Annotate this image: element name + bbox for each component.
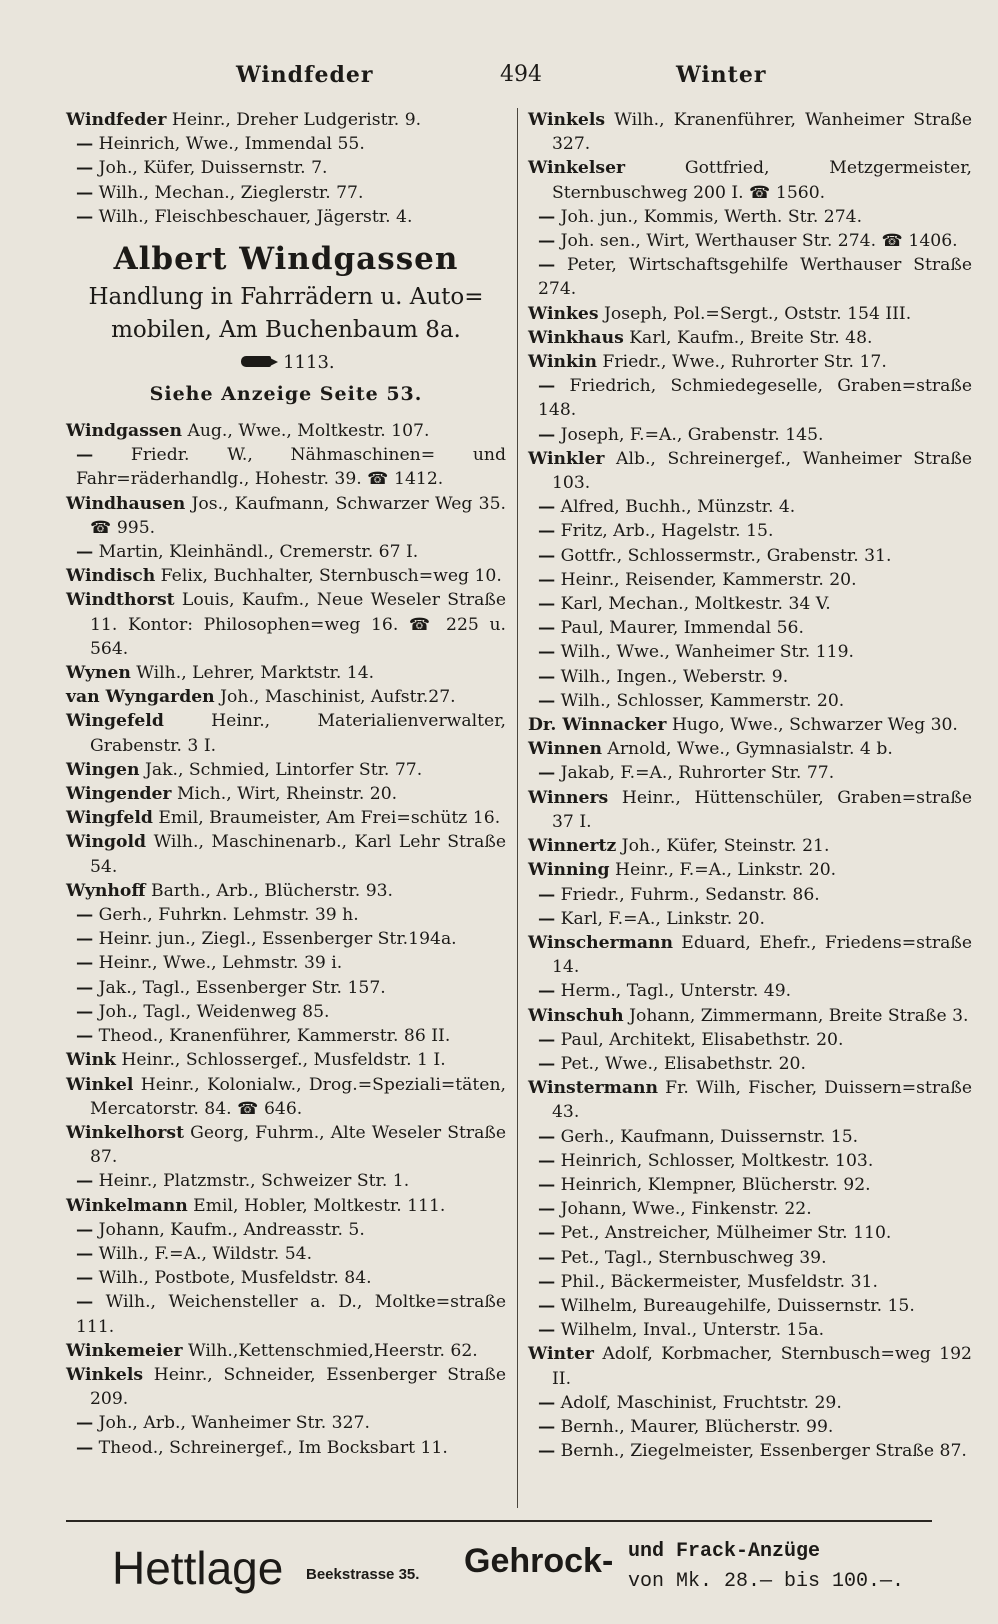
entry-details: Wilh., Wwe., Wanheimer Str. 119. xyxy=(555,642,854,663)
directory-entry xyxy=(66,1121,506,1169)
directory-entry xyxy=(528,689,972,713)
entry-surname: Wingender xyxy=(66,784,172,805)
entry-surname: — xyxy=(538,884,556,905)
ad-phone xyxy=(66,347,506,379)
entry-details: Jos., Kaufmann, Schwarzer Weg 35. ☎ 995. xyxy=(90,493,506,538)
entry-details: Wilh., Schlosser, Kammerstr. 20. xyxy=(555,690,845,711)
entry-details: Pet., Anstreicher, Mülheimer Str. 110. xyxy=(555,1223,892,1244)
directory-entry xyxy=(528,834,972,858)
entry-details: Hugo, Wwe., Schwarzer Weg 30. xyxy=(666,715,958,736)
entry-details: Joh., Küfer, Duissernstr. 7. xyxy=(93,158,328,179)
directory-entry xyxy=(528,544,972,568)
column-divider xyxy=(517,108,518,1508)
entry-details: Johann, Kaufm., Andreasstr. 5. xyxy=(93,1219,365,1240)
entry-surname: — xyxy=(538,255,556,276)
directory-entry xyxy=(66,1436,506,1460)
entry-surname: — xyxy=(538,231,556,252)
entry-details: Emil, Hobler, Moltkestr. 111. xyxy=(187,1195,446,1216)
entry-surname: — xyxy=(538,545,556,566)
entry-details: Karl, Mechan., Moltkestr. 34 V. xyxy=(555,594,831,615)
entry-surname: Winkes xyxy=(528,303,599,324)
left-column xyxy=(66,108,506,1460)
entry-details: Wilh., Fleischbeschauer, Jägerstr. 4. xyxy=(93,206,413,227)
directory-entry xyxy=(66,830,506,878)
directory-entry xyxy=(66,1048,506,1072)
telephone-icon xyxy=(241,356,271,367)
entry-surname: van Wyngarden xyxy=(66,687,215,708)
entry-details: Jakab, F.=A., Ruhrorter Str. 77. xyxy=(555,763,835,784)
entry-surname: — xyxy=(538,376,556,397)
directory-entry xyxy=(528,374,972,422)
entry-surname: Dr. Winnacker xyxy=(528,715,667,736)
entry-details: Herm., Tagl., Unterstr. 49. xyxy=(555,981,792,1002)
entry-details: Emil, Braumeister, Am Frei=schütz 16. xyxy=(152,808,501,829)
entry-surname: — xyxy=(538,690,556,711)
entry-surname: Wingen xyxy=(66,759,140,780)
directory-entry xyxy=(528,1028,972,1052)
directory-entry xyxy=(66,1194,506,1218)
entry-surname: — xyxy=(538,1247,556,1268)
directory-entry xyxy=(528,350,972,374)
entry-details: Phil., Bäckermeister, Musfeldstr. 31. xyxy=(555,1271,878,1292)
entry-surname: Winschuh xyxy=(528,1005,624,1026)
entry-surname: Winkels xyxy=(66,1364,144,1385)
directory-entry xyxy=(528,883,972,907)
ad-reference: Siehe Anzeige Seite 53. xyxy=(149,383,423,406)
directory-entry xyxy=(528,786,972,834)
entry-surname: Winkel xyxy=(66,1074,134,1095)
entry-details: Johann, Wwe., Finkenstr. 22. xyxy=(555,1199,812,1220)
entry-details: Heinr., Kolonialw., Drog.=Speziali=täten, Mercatorstr. 84. ☎ 646. xyxy=(90,1074,506,1119)
directory-entry xyxy=(528,447,972,495)
entry-details: Friedr., Fuhrm., Sedanstr. 86. xyxy=(555,884,820,905)
directory-entry xyxy=(66,903,506,927)
entry-surname: — xyxy=(538,1320,556,1341)
entry-details: Heinr., Reisender, Kammerstr. 20. xyxy=(555,569,857,590)
entry-details: Friedr. W., Nähmaschinen= und Fahr=räderhandlg., Hohestr. 39. ☎ 1412. xyxy=(76,445,506,490)
ad-title: Albert Windgassen xyxy=(113,241,459,278)
directory-entry xyxy=(528,1173,972,1197)
entry-details: Adolf, Maschinist, Fruchtstr. 29. xyxy=(555,1392,842,1413)
entry-details: Joh. sen., Wirt, Werthauser Str. 274. ☎ 1406. xyxy=(555,231,958,252)
entry-surname: Winkler xyxy=(528,448,605,469)
directory-entry xyxy=(528,1246,972,1270)
entry-surname: — xyxy=(538,618,556,639)
directory-entry xyxy=(528,1294,972,1318)
entry-details: Friedr., Wwe., Ruhrorter Str. 17. xyxy=(596,352,887,373)
directory-entry xyxy=(66,879,506,903)
directory-entry xyxy=(528,713,972,737)
entry-surname: — xyxy=(538,569,556,590)
directory-entry xyxy=(66,661,506,685)
entry-details: Heinr., Schneider, Essenberger Straße 209. xyxy=(90,1364,506,1410)
directory-entry xyxy=(66,1266,506,1290)
entry-surname: — xyxy=(538,1174,556,1195)
entry-details: Johann, Zimmermann, Breite Straße 3. xyxy=(623,1005,969,1026)
entry-surname: Winkelmann xyxy=(66,1195,188,1216)
entry-surname: — xyxy=(538,1441,556,1462)
entry-details: Heinrich, Wwe., Immendal 55. xyxy=(93,134,365,155)
entry-surname: Wingfeld xyxy=(66,808,153,829)
entry-surname: Windgassen xyxy=(66,421,182,442)
entry-details: Heinr., Materialienverwalter, Grabenstr. 3 I. xyxy=(90,711,506,756)
entry-surname: — xyxy=(76,1292,94,1313)
entry-surname: — xyxy=(76,1171,94,1192)
entry-surname: — xyxy=(538,206,556,227)
directory-entry xyxy=(528,326,972,350)
directory-entry xyxy=(528,1270,972,1294)
entry-surname: — xyxy=(538,1392,556,1413)
entry-details: Fritz, Arb., Hagelstr. 15. xyxy=(555,521,774,542)
entry-surname: — xyxy=(76,206,94,227)
directory-entry xyxy=(66,108,506,132)
entry-details: Joseph, F.=A., Grabenstr. 145. xyxy=(555,424,824,445)
entry-details: Fr. Wilh, Fischer, Duissern=straße 43. xyxy=(552,1078,972,1123)
entry-details: Aug., Wwe., Moltkestr. 107. xyxy=(181,421,430,442)
entry-details: Friedrich, Schmiedegeselle, Graben=straße 148. xyxy=(538,376,972,421)
entry-details: Heinr., Platzmstr., Schweizer Str. 1. xyxy=(93,1171,410,1192)
entry-surname: — xyxy=(76,158,94,179)
directory-entry xyxy=(528,568,972,592)
entry-surname: — xyxy=(538,763,556,784)
directory-entry xyxy=(66,156,506,180)
entry-surname: — xyxy=(76,1001,94,1022)
directory-entry xyxy=(528,1052,972,1076)
directory-entry xyxy=(66,443,506,491)
directory-entry xyxy=(66,1218,506,1242)
directory-entry xyxy=(528,616,972,640)
entry-details: Eduard, Ehefr., Friedens=straße 14. xyxy=(552,932,972,978)
entry-details: Theod., Kranenführer, Kammerstr. 86 II. xyxy=(93,1026,451,1047)
footer-subline-2: von Mk. 28.— bis 100.—. xyxy=(628,1570,905,1593)
entry-details: Paul, Maurer, Immendal 56. xyxy=(555,618,804,639)
directory-entry xyxy=(528,1439,972,1463)
footer-subline-1: und Frack-Anzüge xyxy=(628,1540,821,1563)
directory-entry xyxy=(528,761,972,785)
entry-details: Heinrich, Klempner, Blücherstr. 92. xyxy=(555,1174,871,1195)
directory-entry xyxy=(66,758,506,782)
entry-details: Joh., Tagl., Weidenweg 85. xyxy=(93,1001,330,1022)
header-left-keyword: Windfeder xyxy=(236,62,374,88)
directory-entry xyxy=(528,495,972,519)
entry-details: Gottfried, Metzgermeister, Sternbuschweg 200 I. ☎ 1560. xyxy=(552,158,972,203)
entry-details: Felix, Buchhalter, Sternbusch=weg 10. xyxy=(155,566,502,587)
entry-surname: — xyxy=(538,1150,556,1171)
directory-entry xyxy=(66,1073,506,1121)
ad-line-2: mobilen, Am Buchenbaum 8a. xyxy=(111,317,461,344)
directory-entry xyxy=(66,419,506,443)
directory-entry xyxy=(528,1221,972,1245)
directory-entry xyxy=(528,592,972,616)
directory-entry xyxy=(528,1149,972,1173)
directory-entry xyxy=(66,492,506,540)
entry-details: Pet., Wwe., Elisabethstr. 20. xyxy=(555,1053,806,1074)
directory-entry xyxy=(528,1391,972,1415)
entry-surname: — xyxy=(76,1219,94,1240)
entry-surname: — xyxy=(76,1413,94,1434)
directory-entry xyxy=(66,1024,506,1048)
left-entries-top xyxy=(66,108,506,229)
page-number: 494 xyxy=(500,62,542,87)
left-entries-bottom xyxy=(66,419,506,1460)
directory-entry xyxy=(528,1342,972,1390)
entry-details: Pet., Tagl., Sternbuschweg 39. xyxy=(555,1247,827,1268)
directory-entry xyxy=(528,253,972,301)
entry-surname: — xyxy=(76,977,94,998)
entry-surname: Winter xyxy=(528,1344,594,1365)
directory-entry xyxy=(66,1339,506,1363)
directory-entry xyxy=(66,951,506,975)
entry-surname: Winkin xyxy=(528,352,597,373)
entry-details: Heinr., Dreher Ludgeristr. 9. xyxy=(166,110,422,130)
entry-details: Heinrich, Schlosser, Moltkestr. 103. xyxy=(555,1150,874,1171)
entry-details: Wilhelm, Inval., Unterstr. 15a. xyxy=(555,1320,825,1341)
directory-entry xyxy=(66,806,506,830)
entry-details: Adolf, Korbmacher, Sternbusch=weg 192 II. xyxy=(552,1344,972,1389)
entry-details: Heinr., Schlossergef., Musfeldstr. 1 I. xyxy=(115,1050,446,1071)
directory-entry xyxy=(66,1290,506,1338)
directory-entry xyxy=(66,709,506,757)
entry-details: Joh., Maschinist, Aufstr.27. xyxy=(214,687,456,708)
entry-surname: — xyxy=(76,182,94,203)
page-header xyxy=(0,58,998,98)
entry-details: Theod., Schreinergef., Im Bocksbart 11. xyxy=(93,1437,448,1458)
entry-surname: Wynhoff xyxy=(66,880,146,901)
entry-surname: — xyxy=(76,445,94,466)
footer-advertisement xyxy=(0,1532,998,1612)
directory-entry xyxy=(66,564,506,588)
entry-surname: — xyxy=(538,1126,556,1147)
directory-entry xyxy=(528,737,972,761)
entry-details: Heinr., F.=A., Linkstr. 20. xyxy=(609,860,837,881)
entry-details: Jak., Tagl., Essenberger Str. 157. xyxy=(93,977,386,998)
entry-details: Martin, Kleinhändl., Cremerstr. 67 I. xyxy=(93,542,419,563)
entry-details: Gerh., Fuhrkn. Lehmstr. 39 h. xyxy=(93,905,359,926)
entry-details: Peter, Wirtschaftsgehilfe Werthauser Straße 274. xyxy=(538,255,972,300)
entry-details: Gerh., Kaufmann, Duissernstr. 15. xyxy=(555,1126,859,1147)
entry-surname: Windfeder xyxy=(66,110,167,130)
entry-surname: — xyxy=(538,1223,556,1244)
entry-surname: Wingold xyxy=(66,832,147,853)
directory-entry xyxy=(528,1004,972,1028)
entry-surname: Wink xyxy=(66,1050,116,1071)
directory-entry xyxy=(528,423,972,447)
entry-surname: — xyxy=(538,1416,556,1437)
entry-details: Georg, Fuhrm., Alte Weseler Straße 87. xyxy=(90,1122,506,1168)
entry-details: Wilh., Weichensteller a. D., Moltke=straße 111. xyxy=(76,1292,506,1337)
directory-entry xyxy=(528,519,972,543)
entry-details: Wilhelm, Bureaugehilfe, Duissernstr. 15. xyxy=(555,1295,915,1316)
entry-surname: — xyxy=(538,1199,556,1220)
directory-entry xyxy=(528,931,972,979)
entry-surname: Winnertz xyxy=(528,836,617,857)
entry-details: Alfred, Buchh., Münzstr. 4. xyxy=(555,497,796,518)
directory-entry xyxy=(528,302,972,326)
entry-surname: — xyxy=(538,908,556,929)
entry-surname: Winners xyxy=(528,787,609,808)
directory-entry xyxy=(528,1076,972,1124)
entry-surname: — xyxy=(76,1437,94,1458)
entry-details: Arnold, Wwe., Gymnasialstr. 4 b. xyxy=(601,739,893,760)
directory-entry xyxy=(528,1318,972,1342)
entry-surname: Winstermann xyxy=(528,1078,658,1099)
entry-surname: — xyxy=(76,1026,94,1047)
directory-entry xyxy=(66,205,506,229)
entry-surname: — xyxy=(538,666,556,687)
entry-details: Mich., Wirt, Rheinstr. 20. xyxy=(171,784,398,805)
header-right-keyword: Winter xyxy=(676,62,767,88)
entry-surname: Windisch xyxy=(66,566,156,587)
entry-details: Wilh., Mechan., Zieglerstr. 77. xyxy=(93,182,364,203)
right-entries xyxy=(528,108,972,1463)
entry-details: Karl, F.=A., Linkstr. 20. xyxy=(555,908,766,929)
entry-details: Paul, Architekt, Elisabethstr. 20. xyxy=(555,1029,844,1050)
directory-entry xyxy=(528,1197,972,1221)
entry-surname: — xyxy=(76,905,94,926)
directory-entry xyxy=(528,156,972,204)
entry-details: Karl, Kaufm., Breite Str. 48. xyxy=(623,327,873,348)
entry-details: Heinr. jun., Ziegl., Essenberger Str.194a. xyxy=(93,929,457,950)
entry-details: Wilh.,Kettenschmied,Heerstr. 62. xyxy=(182,1340,478,1361)
entry-surname: — xyxy=(538,642,556,663)
directory-entry xyxy=(528,907,972,931)
advertisement-block xyxy=(66,237,506,409)
directory-entry xyxy=(66,181,506,205)
directory-entry xyxy=(66,1363,506,1411)
entry-surname: — xyxy=(538,1295,556,1316)
directory-entry xyxy=(66,976,506,1000)
directory-entry xyxy=(528,979,972,1003)
entry-surname: — xyxy=(538,1053,556,1074)
entry-surname: Winkelhorst xyxy=(66,1122,185,1143)
ad-phone-number: 1113. xyxy=(283,352,335,374)
directory-entry xyxy=(528,858,972,882)
entry-details: Joh., Arb., Wanheimer Str. 327. xyxy=(93,1413,370,1434)
entry-details: Bernh., Ziegelmeister, Essenberger Straße 87. xyxy=(555,1441,967,1462)
entry-surname: Winkhaus xyxy=(528,327,624,348)
entry-surname: — xyxy=(538,1271,556,1292)
entry-details: Jak., Schmied, Lintorfer Str. 77. xyxy=(139,759,423,780)
right-column xyxy=(528,108,972,1463)
entry-details: Joh. jun., Kommis, Werth. Str. 274. xyxy=(555,206,863,227)
directory-entry xyxy=(528,1125,972,1149)
directory-entry xyxy=(66,588,506,661)
entry-details: Bernh., Maurer, Blücherstr. 99. xyxy=(555,1416,834,1437)
entry-surname: Windhausen xyxy=(66,493,186,514)
entry-details: Alb., Schreinergef., Wanheimer Straße 103. xyxy=(552,448,972,494)
entry-surname: — xyxy=(538,424,556,445)
directory-entry xyxy=(66,782,506,806)
entry-surname: Winning xyxy=(528,860,610,881)
entry-details: Wilh., Postbote, Musfeldstr. 84. xyxy=(93,1268,372,1289)
entry-details: Louis, Kaufm., Neue Weseler Straße 11. Kontor: Philosophen=weg 16. ☎ 225 u. 564. xyxy=(90,590,506,659)
directory-entry xyxy=(528,229,972,253)
entry-surname: — xyxy=(76,134,94,155)
entry-details: Gottfr., Schlossermstr., Grabenstr. 31. xyxy=(555,545,892,566)
entry-surname: — xyxy=(538,1029,556,1050)
directory-entry xyxy=(66,1411,506,1435)
directory-entry xyxy=(66,132,506,156)
entry-surname: — xyxy=(76,1243,94,1264)
ad-line-1: Handlung in Fahrrädern u. Auto= xyxy=(88,284,484,311)
entry-details: Heinr., Hüttenschüler, Graben=straße 37 I. xyxy=(552,787,972,832)
footer-address: Beekstrasse 35. xyxy=(306,1566,420,1583)
entry-surname: — xyxy=(76,929,94,950)
entry-details: Wilh., F.=A., Wildstr. 54. xyxy=(93,1243,313,1264)
entry-surname: Winkelser xyxy=(528,158,626,179)
directory-entry xyxy=(528,205,972,229)
entry-details: Wilh., Maschinenarb., Karl Lehr Straße 54. xyxy=(90,832,506,877)
directory-entry xyxy=(528,640,972,664)
directory-entry xyxy=(66,540,506,564)
entry-surname: — xyxy=(538,981,556,1002)
entry-details: Barth., Arb., Blücherstr. 93. xyxy=(145,880,394,901)
entry-surname: Windthorst xyxy=(66,590,175,611)
entry-surname: Winkels xyxy=(528,110,606,130)
directory-entry xyxy=(66,685,506,709)
entry-details: Wilh., Ingen., Weberstr. 9. xyxy=(555,666,789,687)
entry-surname: — xyxy=(76,542,94,563)
directory-entry xyxy=(528,108,972,156)
entry-surname: Winnen xyxy=(528,739,602,760)
entry-surname: — xyxy=(538,521,556,542)
entry-details: Wilh., Kranenführer, Wanheimer Straße 327. xyxy=(552,110,972,155)
entry-surname: Wynen xyxy=(66,663,131,684)
entry-surname: — xyxy=(76,1268,94,1289)
entry-surname: Winschermann xyxy=(528,932,673,953)
directory-entry xyxy=(528,665,972,689)
entry-surname: — xyxy=(538,497,556,518)
entry-surname: — xyxy=(76,953,94,974)
entry-surname: Wingefeld xyxy=(66,711,164,732)
directory-entry xyxy=(66,1169,506,1193)
footer-rule xyxy=(66,1520,932,1522)
entry-surname: — xyxy=(538,594,556,615)
entry-details: Joseph, Pol.=Sergt., Oststr. 154 III. xyxy=(598,303,912,324)
entry-details: Wilh., Lehrer, Marktstr. 14. xyxy=(130,663,375,684)
directory-entry xyxy=(66,927,506,951)
entry-surname: Winkemeier xyxy=(66,1340,183,1361)
footer-brand: Hettlage xyxy=(112,1542,284,1594)
entry-details: Joh., Küfer, Steinstr. 21. xyxy=(616,836,830,857)
footer-product: Gehrock- xyxy=(464,1542,614,1580)
directory-entry xyxy=(66,1242,506,1266)
directory-entry xyxy=(66,1000,506,1024)
entry-details: Heinr., Wwe., Lehmstr. 39 i. xyxy=(93,953,343,974)
directory-entry xyxy=(528,1415,972,1439)
